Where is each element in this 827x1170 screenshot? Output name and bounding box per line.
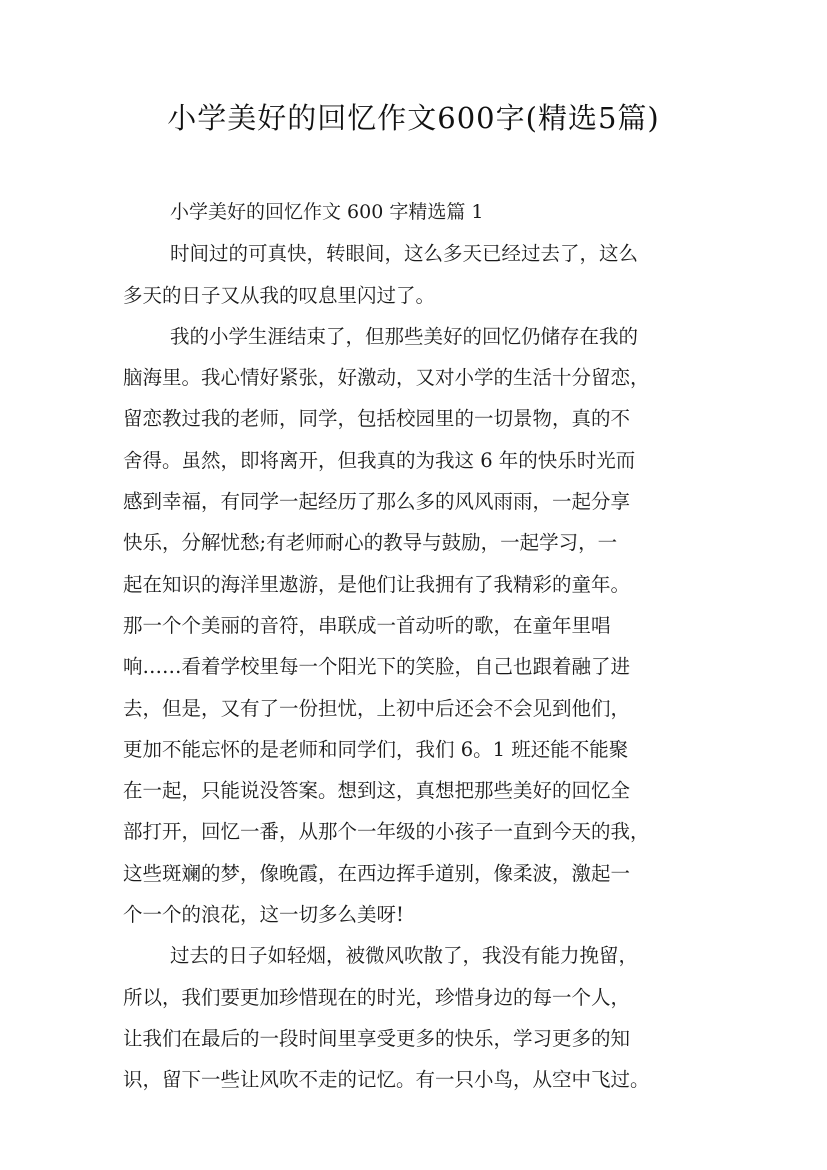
paragraph-line: 感到幸福，有同学一起经历了那么多的风风雨雨，一起分享 — [123, 490, 631, 514]
paragraph-line: 过去的日子如轻烟，被微风吹散了，我没有能力挽留， — [170, 944, 639, 968]
paragraph-line: 去，但是，又有了一份担忧，上初中后还会不会见到他们， — [123, 696, 631, 720]
paragraph-line: 更加不能忘怀的是老师和同学们，我们 6。1 班还能不能聚 — [123, 737, 629, 761]
paragraph-line: 在一起，只能说没答案。想到这，真想把那些美好的回忆全 — [123, 779, 631, 803]
paragraph-line: 所以，我们要更加珍惜现在的时光，珍惜身边的每一个人， — [123, 985, 631, 1009]
paragraph-line: 那一个个美丽的音符，串联成一首动听的歌，在童年里唱 — [123, 613, 611, 637]
paragraph-line: 留恋教过我的老师，同学，包括校园里的一切景物，真的不 — [123, 407, 631, 431]
document-title: 小学美好的回忆作文600字(精选5篇) — [167, 101, 660, 135]
paragraph-line: 多天的日子又从我的叹息里闪过了。 — [123, 283, 436, 307]
paragraph-line: 部打开，回忆一番，从那个一年级的小孩子一直到今天的我， — [123, 820, 650, 844]
paragraph-line: 舍得。虽然，即将离开，但我真的为我这 6 年的快乐时光而 — [123, 448, 636, 472]
paragraph-line: 时间过的可真快，转眼间，这么多天已经过去了，这么 — [170, 242, 639, 266]
paragraph-line: 个一个的浪花，这一切多么美呀! — [123, 903, 404, 927]
paragraph-line: 脑海里。我心情好紧张，好激动，又对小学的生活十分留恋， — [123, 366, 650, 390]
document-body — [123, 192, 713, 1101]
paragraph-line: 识，留下一些让风吹不走的记忆。有一只小鸟，从空中飞过。 — [123, 1068, 650, 1092]
paragraph-line: 让我们在最后的一段时间里享受更多的快乐，学习更多的知 — [123, 1026, 631, 1050]
section-heading: 小学美好的回忆作文 600 字精选篇 1 — [170, 201, 484, 223]
paragraph-line: 这些斑斓的梦，像晚霞，在西边挥手道别，像柔波，激起一 — [123, 861, 631, 885]
paragraph-line: 响……看着学校里每一个阳光下的笑脸，自己也跟着融了进 — [123, 655, 631, 679]
paragraph-line: 我的小学生涯结束了，但那些美好的回忆仍储存在我的 — [170, 324, 639, 348]
paragraph-line: 快乐，分解忧愁;有老师耐心的教导与鼓励，一起学习，一 — [123, 531, 618, 555]
paragraph-line: 起在知识的海洋里遨游，是他们让我拥有了我精彩的童年。 — [123, 572, 631, 596]
